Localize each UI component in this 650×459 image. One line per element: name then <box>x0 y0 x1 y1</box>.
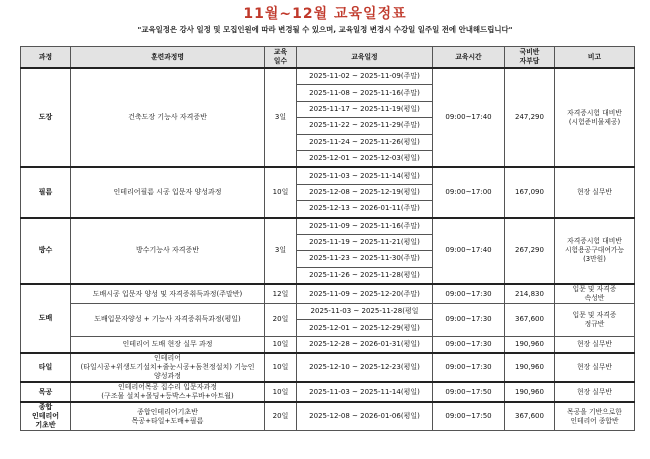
course-category: 도장 <box>21 68 71 167</box>
course-days: 10일 <box>265 382 297 402</box>
table-row <box>21 284 635 304</box>
course-note: 입문 및 자격증 정규반 <box>555 304 635 337</box>
table-row <box>21 353 635 382</box>
course-date: 2025-11-03 ~ 2025-11-14(평일) <box>297 167 433 184</box>
course-date: 2025-12-13 ~ 2026-01-11(주말) <box>297 201 433 218</box>
course-days: 10일 <box>265 167 297 217</box>
course-note: 입문 및 자격증 속성반 <box>555 284 635 304</box>
table-row <box>21 402 635 431</box>
course-category: 타일 <box>21 353 71 382</box>
course-time: 09:00~17:50 <box>433 382 505 402</box>
course-date: 2025-12-28 ~ 2026-01-31(평일) <box>297 336 433 353</box>
course-date: 2025-11-19 ~ 2025-11-21(평일) <box>297 234 433 250</box>
course-date: 2025-11-22 ~ 2025-11-29(주말) <box>297 118 433 134</box>
course-date: 2025-12-01 ~ 2025-12-29(평일) <box>297 320 433 336</box>
table-row <box>21 218 635 235</box>
course-date: 2025-12-01 ~ 2025-12-03(평일) <box>297 150 433 167</box>
course-date: 2025-12-08 ~ 2025-12-19(평일) <box>297 184 433 200</box>
course-time: 09:00~17:40 <box>433 68 505 167</box>
course-name: 건축도장 기능사 자격증반 <box>71 68 265 167</box>
course-date: 2025-11-09 ~ 2025-11-16(주말) <box>297 218 433 235</box>
course-date: 2025-11-26 ~ 2025-11-28(평일) <box>297 267 433 284</box>
course-date: 2025-11-03 ~ 2025-11-14(평일) <box>297 382 433 402</box>
course-note: 현장 실무반 <box>555 336 635 353</box>
course-days: 20일 <box>265 402 297 431</box>
table-row <box>21 304 635 320</box>
course-time: 09:00~17:30 <box>433 304 505 337</box>
course-date: 2025-11-08 ~ 2025-11-16(주말) <box>297 85 433 101</box>
course-name: 도배시공 입문자 양성 및 자격증취득과정(주말반) <box>71 284 265 304</box>
header-row <box>21 47 635 69</box>
course-name: 종합인테리어기초반 목공+타일+도배+필름 <box>71 402 265 431</box>
course-name: 인테리어필름 시공 입문자 양성과정 <box>71 167 265 217</box>
course-days: 20일 <box>265 304 297 337</box>
course-time: 09:00~17:30 <box>433 336 505 353</box>
page-title: 11월~12월 교육일정표 <box>243 6 407 22</box>
course-name: 인테리어목공 집수리 입문자과정 (구조물 설치+몰딩+등박스+루바+아트월) <box>71 382 265 402</box>
table-row <box>21 167 635 184</box>
table-row <box>21 68 635 85</box>
course-date: 2025-12-08 ~ 2026-01-06(평일) <box>297 402 433 431</box>
course-category: 필름 <box>21 167 71 217</box>
course-time: 09:00~17:30 <box>433 284 505 304</box>
course-category: 종합 인테리어 기초반 <box>21 402 71 431</box>
course-fee: 190,960 <box>505 382 555 402</box>
schedule-table <box>20 46 635 431</box>
course-date: 2025-11-09 ~ 2025-12-20(주말) <box>297 284 433 304</box>
course-fee: 367,600 <box>505 304 555 337</box>
course-fee: 267,290 <box>505 218 555 285</box>
table-row <box>21 382 635 402</box>
header-schedule: 교육일정 <box>297 47 433 69</box>
header-time: 교육시간 <box>433 47 505 69</box>
course-name: 인테리어 (타일시공+위생도기설치+줄눈시공+돔천정설치) 기능인 양성과정 <box>71 353 265 382</box>
course-note: 현장 실무반 <box>555 167 635 217</box>
header-days: 교육 일수 <box>265 47 297 69</box>
course-note: 현장 실무반 <box>555 382 635 402</box>
course-days: 3일 <box>265 218 297 285</box>
course-fee: 367,600 <box>505 402 555 431</box>
course-fee: 190,960 <box>505 336 555 353</box>
course-category: 목공 <box>21 382 71 402</box>
course-time: 09:00~17:30 <box>433 353 505 382</box>
course-category: 도배 <box>21 284 71 353</box>
course-time: 09:00~17:00 <box>433 167 505 217</box>
course-time: 09:00~17:50 <box>433 402 505 431</box>
course-name: 방수기능사 자격증반 <box>71 218 265 285</box>
course-fee: 167,090 <box>505 167 555 217</box>
header-course-type: 과정 <box>21 47 71 69</box>
course-date: 2025-11-02 ~ 2025-11-09(주말) <box>297 68 433 85</box>
course-time: 09:00~17:40 <box>433 218 505 285</box>
course-date: 2025-11-03 ~ 2025-11-28(평일 <box>297 304 433 320</box>
course-name: 도배입문자양성 + 기능사 자격증취득과정(평일) <box>71 304 265 337</box>
course-days: 12일 <box>265 284 297 304</box>
course-category: 방수 <box>21 218 71 285</box>
page-subtitle: "교육일정은 강사 일정 및 모집인원에 따라 변경될 수 있으며, 교육일정 변경시 수강일 일주일 전에 안내해드립니다" <box>137 25 513 34</box>
course-days: 10일 <box>265 336 297 353</box>
course-note: 목공을 기반으로한 인테리어 종합반 <box>555 402 635 431</box>
course-name: 인테리어 도배 현장 실무 과정 <box>71 336 265 353</box>
course-date: 2025-11-24 ~ 2025-11-26(평일) <box>297 134 433 150</box>
course-note: 자격증시험 대비반 시험용공구대여가능 (3만원) <box>555 218 635 285</box>
course-fee: 190,960 <box>505 353 555 382</box>
course-fee: 214,830 <box>505 284 555 304</box>
course-fee: 247,290 <box>505 68 555 167</box>
course-days: 3일 <box>265 68 297 167</box>
course-date: 2025-12-10 ~ 2025-12-23(평일) <box>297 353 433 382</box>
course-days: 10일 <box>265 353 297 382</box>
course-date: 2025-11-23 ~ 2025-11-30(주말) <box>297 251 433 267</box>
header-note: 비고 <box>555 47 635 69</box>
course-note: 현장 실무반 <box>555 353 635 382</box>
header-course-name: 훈련과정명 <box>71 47 265 69</box>
course-note: 자격증시험 대비반 (시험준비물제공) <box>555 68 635 167</box>
course-date: 2025-11-17 ~ 2025-11-19(평일) <box>297 101 433 117</box>
table-row <box>21 336 635 353</box>
header-fee: 국비반 자부담 <box>505 47 555 69</box>
